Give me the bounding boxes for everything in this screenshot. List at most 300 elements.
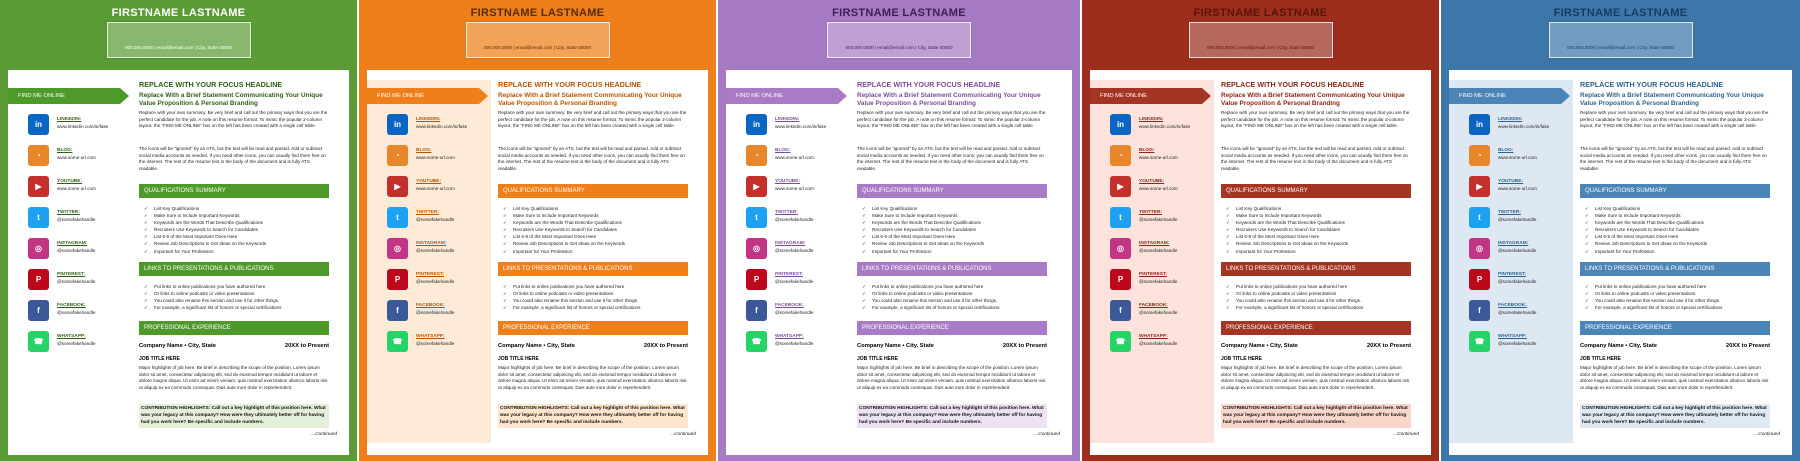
job-title: JOB TITLE HERE xyxy=(1580,356,1621,362)
qualifications-list xyxy=(144,205,329,255)
social-label: LINKEDIN: xyxy=(1498,117,1523,122)
summary-paragraph: Replace with your own summary. Be very brief and call out the primary ways that you are the perfect candidate for the job. A note on this resume format: To mimic the popular 2-column layout, the “FIND ME ONLINE” box on the left has been created with a single cell table. xyxy=(498,110,687,129)
list-item: ✓ Important for Your Profession xyxy=(1226,248,1411,255)
resume-sheet xyxy=(726,0,1072,455)
list-item: ✓ Important for Your Profession xyxy=(1585,248,1770,255)
qualifications-header: QUALIFICATIONS SUMMARY xyxy=(1580,184,1770,198)
find-me-online-sidebar xyxy=(726,80,850,443)
resume-body xyxy=(139,80,337,445)
list-item: ✓ Put links to online publications you have authored here xyxy=(503,283,688,290)
social-label: YOUTUBE: xyxy=(1139,179,1165,184)
social-item-youtube[interactable] xyxy=(1110,176,1206,202)
social-item-linkedin[interactable] xyxy=(1110,114,1206,140)
whatsapp-icon: ☎ xyxy=(1110,331,1131,352)
instagram-icon: ◎ xyxy=(28,238,49,259)
contribution-highlights: CONTRIBUTION HIGHLIGHTS: Call out a key highlight of this position here. What was your legacy at this company? How were they ultimately better off for having had you work here? Be specific and include numbers. xyxy=(857,404,1047,428)
contact-line: 000.000.0000 | email@email.com | City, State 00000 xyxy=(483,45,592,50)
social-label: YOUTUBE: xyxy=(1498,179,1524,184)
social-handle: www.linkedin.com/in/fake xyxy=(775,124,827,129)
candidate-name: FIRSTNAME LASTNAME xyxy=(1553,7,1688,19)
links-header: LINKS TO PRESENTATIONS & PUBLICATIONS xyxy=(1221,262,1411,276)
social-label: PINTEREST: xyxy=(1498,272,1526,277)
resume-header xyxy=(8,0,349,70)
list-item: ✓ List Key Qualifications xyxy=(503,205,688,212)
social-handle: @somefakehandle xyxy=(1139,217,1178,222)
experience-header: PROFESSIONAL EXPERIENCE xyxy=(498,321,688,335)
list-item: ✓ Put links to online publications you have authored here xyxy=(1585,283,1770,290)
social-item-youtube[interactable] xyxy=(387,176,483,202)
social-label: FACEBOOK: xyxy=(416,303,445,308)
contact-line: 000.000.0000 | email@email.com | City, State 00000 xyxy=(1566,45,1675,50)
rss-icon: ◔ xyxy=(1469,145,1490,166)
list-item: ✓ You could also rename this section and use it for other things. xyxy=(503,297,688,304)
candidate-name: FIRSTNAME LASTNAME xyxy=(1193,7,1328,19)
find-me-online-banner: FIND ME ONLINE xyxy=(1449,88,1561,104)
whatsapp-icon: ☎ xyxy=(746,331,767,352)
experience-header: PROFESSIONAL EXPERIENCE xyxy=(139,321,329,335)
social-label: BLOG: xyxy=(1139,148,1155,153)
resume-body xyxy=(1221,80,1419,445)
value-proposition: Replace With a Brief Statement Communicating Your Unique Value Proposition & Personal Branding xyxy=(139,92,323,107)
social-item-facebook[interactable] xyxy=(746,300,842,326)
pinterest-icon: P xyxy=(1469,269,1490,290)
list-item: ✓ Important for Your Profession xyxy=(144,248,329,255)
contribution-highlights: CONTRIBUTION HIGHLIGHTS: Call out a key highlight of this position here. What was your legacy at this company? How were they ultimately better off for having had you work here? Be specific and include numbers. xyxy=(1580,404,1770,428)
linkedin-icon: in xyxy=(1110,114,1131,135)
list-item: ✓ Review Job Descriptions to Get Ideas on the Keywords xyxy=(862,240,1047,247)
summary-paragraph: Replace with your own summary. Be very brief and call out the primary ways that you are the perfect candidate for the job. A note on this resume format: To mimic the popular 2-column layout, the “FIND ME ONLINE” box on the left has been created with a single cell table. xyxy=(139,110,328,129)
contact-line: 000.000.0000 | email@email.com | City, State 00000 xyxy=(1206,45,1315,50)
social-item-youtube[interactable] xyxy=(1469,176,1565,202)
contribution-highlights: CONTRIBUTION HIGHLIGHTS: Call out a key highlight of this position here. What was your legacy at this company? How were they ultimately better off for having had you work here? Be specific and include numbers. xyxy=(498,404,688,428)
job-dates: 20XX to Present xyxy=(1366,343,1411,349)
social-handle: @somefakehandle xyxy=(57,279,96,284)
list-item: ✓ You could also rename this section and use it for other things. xyxy=(1226,297,1411,304)
social-item-twitter[interactable] xyxy=(387,207,483,233)
social-handle: www.some-url.com xyxy=(1498,155,1537,160)
rss-icon: ◔ xyxy=(1110,145,1131,166)
social-handle: @somefakehandle xyxy=(416,248,455,253)
social-label: TWITTER: xyxy=(775,210,798,215)
list-item: ✓ List Key Qualifications xyxy=(144,205,329,212)
social-item-twitter[interactable] xyxy=(1110,207,1206,233)
list-item: ✓ List 6-9 of the Most Important Ones Here xyxy=(1585,233,1770,240)
name-box xyxy=(827,22,971,58)
list-item: ✓ List 6-9 of the Most Important Ones Here xyxy=(1226,233,1411,240)
social-handle: @somefakehandle xyxy=(57,248,96,253)
social-handle: @somefakehandle xyxy=(57,341,96,346)
social-label: INSTAGRAM: xyxy=(1498,241,1529,246)
social-handle: www.some-url.com xyxy=(1139,186,1178,191)
social-item-twitter[interactable] xyxy=(746,207,842,233)
social-label: FACEBOOK: xyxy=(57,303,86,308)
job-company-line xyxy=(498,343,688,349)
continued-note: ...Continued xyxy=(311,432,337,437)
job-description: Major highlights of job here. Be brief in describing the scope of the position. Lorem ipsum dolor sit amet, consectetur adipiscing elit, sed do eiusmod tempor incididunt ut labore et dolore magna aliqua. Ut enim ad minim veniam, quis nostrud exercitation ullamco laboris nisi ut aliquip ex ea commodo consequat. Duis aute irure dolor in reprehenderit. xyxy=(1221,365,1410,391)
summary-paragraph: Replace with your own summary. Be very brief and call out the primary ways that you are the perfect candidate for the job. A note on this resume format: To mimic the popular 2-column layout, the “FIND ME ONLINE” box on the left has been created with a single cell table. xyxy=(1221,110,1410,129)
social-item-whatsapp[interactable] xyxy=(387,331,483,357)
value-proposition: Replace With a Brief Statement Communicating Your Unique Value Proposition & Personal Branding xyxy=(1221,92,1405,107)
job-title: JOB TITLE HERE xyxy=(1221,356,1262,362)
company-name: Company Name • City, State xyxy=(498,343,575,349)
resume-template-orange[interactable] xyxy=(359,0,716,461)
social-label: TWITTER: xyxy=(416,210,439,215)
resume-header xyxy=(1090,0,1431,70)
qualifications-list xyxy=(503,205,688,255)
social-item-linkedin[interactable] xyxy=(387,114,483,140)
social-label: BLOG: xyxy=(775,148,791,153)
contact-line: 000.000.0000 | email@email.com | City, State 00000 xyxy=(124,45,233,50)
social-item-facebook[interactable] xyxy=(28,300,124,326)
social-item-facebook[interactable] xyxy=(1469,300,1565,326)
summary-paragraph: Replace with your own summary. Be very brief and call out the primary ways that you are the perfect candidate for the job. A note on this resume format: To mimic the popular 2-column layout, the “FIND ME ONLINE” box on the left has been created with a single cell table. xyxy=(1580,110,1769,129)
summary-paragraph: The icons will be “ignored” by an ATS, but the text will be read and parsed. Add or subtract social media accounts as needed. If you need other icons, you can usually find them free on the internet. The rest of the resume text in the body of the document and is fully ATS readable. xyxy=(1580,146,1767,172)
social-handle: @somefakehandle xyxy=(1498,217,1537,222)
list-item: ✓ Or links to online podcasts or video presentations xyxy=(862,290,1047,297)
list-item: ✓ For example, a significant list of honors or special certifications xyxy=(862,304,1047,311)
social-label: WHATSAPP: xyxy=(1139,334,1168,339)
list-item: ✓ Make Sure to Include Important Keywords xyxy=(1226,212,1411,219)
social-handle: www.some-url.com xyxy=(57,186,96,191)
links-header: LINKS TO PRESENTATIONS & PUBLICATIONS xyxy=(857,262,1047,276)
social-label: LINKEDIN: xyxy=(775,117,800,122)
job-company-line xyxy=(857,343,1047,349)
social-label: WHATSAPP: xyxy=(57,334,86,339)
social-label: FACEBOOK: xyxy=(1139,303,1168,308)
social-item-linkedin[interactable] xyxy=(746,114,842,140)
resume-header xyxy=(367,0,708,70)
resume-body xyxy=(498,80,696,445)
candidate-name: FIRSTNAME LASTNAME xyxy=(470,7,605,19)
company-name: Company Name • City, State xyxy=(857,343,934,349)
list-item: ✓ Make Sure to Include Important Keywords xyxy=(1585,212,1770,219)
focus-headline: REPLACE WITH YOUR FOCUS HEADLINE xyxy=(498,80,642,89)
social-item-instagram[interactable] xyxy=(746,238,842,264)
list-item: ✓ Important for Your Profession xyxy=(862,248,1047,255)
find-me-online-sidebar xyxy=(367,80,491,443)
social-label: INSTAGRAM: xyxy=(416,241,447,246)
social-handle: www.some-url.com xyxy=(775,186,814,191)
company-name: Company Name • City, State xyxy=(139,343,216,349)
social-handle: @somefakehandle xyxy=(57,217,96,222)
qualifications-list xyxy=(1226,205,1411,255)
social-item-linkedin[interactable] xyxy=(28,114,124,140)
social-handle: www.linkedin.com/in/fake xyxy=(1498,124,1550,129)
social-handle: @somefakehandle xyxy=(1139,310,1178,315)
social-label: PINTEREST: xyxy=(775,272,803,277)
social-item-twitter[interactable] xyxy=(28,207,124,233)
social-handle: www.linkedin.com/in/fake xyxy=(416,124,468,129)
facebook-icon: f xyxy=(746,300,767,321)
facebook-icon: f xyxy=(28,300,49,321)
social-label: BLOG: xyxy=(416,148,432,153)
instagram-icon: ◎ xyxy=(387,238,408,259)
list-item: ✓ Keywords are the Words That Describe Qualifications xyxy=(1585,219,1770,226)
social-handle: @somefakehandle xyxy=(416,310,455,315)
social-label: LINKEDIN: xyxy=(416,117,441,122)
focus-headline: REPLACE WITH YOUR FOCUS HEADLINE xyxy=(139,80,283,89)
youtube-icon: ▶ xyxy=(28,176,49,197)
list-item: ✓ Make Sure to Include Important Keywords xyxy=(503,212,688,219)
qualifications-header: QUALIFICATIONS SUMMARY xyxy=(498,184,688,198)
social-label: WHATSAPP: xyxy=(416,334,445,339)
links-list xyxy=(1226,283,1411,311)
social-item-pinterest[interactable] xyxy=(28,269,124,295)
social-item-instagram[interactable] xyxy=(1469,238,1565,264)
list-item: ✓ Keywords are the Words That Describe Qualifications xyxy=(144,219,329,226)
experience-header: PROFESSIONAL EXPERIENCE xyxy=(1221,321,1411,335)
job-description: Major highlights of job here. Be brief in describing the scope of the position. Lorem ipsum dolor sit amet, consectetur adipiscing elit, sed do eiusmod tempor incididunt ut labore et dolore magna aliqua. Ut enim ad minim veniam, quis nostrud exercitation ullamco laboris nisi ut aliquip ex ea commodo consequat. Duis aute irure dolor in reprehenderit. xyxy=(857,365,1046,391)
social-label: TWITTER: xyxy=(57,210,80,215)
links-header: LINKS TO PRESENTATIONS & PUBLICATIONS xyxy=(1580,262,1770,276)
social-item-whatsapp[interactable] xyxy=(746,331,842,357)
facebook-icon: f xyxy=(1469,300,1490,321)
qualifications-header: QUALIFICATIONS SUMMARY xyxy=(1221,184,1411,198)
contribution-highlights: CONTRIBUTION HIGHLIGHTS: Call out a key highlight of this position here. What was your legacy at this company? How were they ultimately better off for having had you work here? Be specific and include numbers. xyxy=(1221,404,1411,428)
social-item-twitter[interactable] xyxy=(1469,207,1565,233)
resume-sheet xyxy=(367,0,708,455)
resume-template-green[interactable] xyxy=(0,0,357,461)
value-proposition: Replace With a Brief Statement Communicating Your Unique Value Proposition & Personal Branding xyxy=(857,92,1041,107)
whatsapp-icon: ☎ xyxy=(28,331,49,352)
summary-paragraph: The icons will be “ignored” by an ATS, but the text will be read and parsed. Add or subtract social media accounts as needed. If you need other icons, you can usually find them free on the internet. The rest of the resume text in the body of the document and is fully ATS readable. xyxy=(1221,146,1408,172)
list-item: ✓ Review Job Descriptions to Get Ideas on the Keywords xyxy=(144,240,329,247)
company-name: Company Name • City, State xyxy=(1580,343,1657,349)
qualifications-header: QUALIFICATIONS SUMMARY xyxy=(139,184,329,198)
list-item: ✓ Keywords are the Words That Describe Qualifications xyxy=(503,219,688,226)
list-item: ✓ Make Sure to Include Important Keywords xyxy=(144,212,329,219)
summary-paragraph: Replace with your own summary. Be very brief and call out the primary ways that you are the perfect candidate for the job. A note on this resume format: To mimic the popular 2-column layout, the “FIND ME ONLINE” box on the left has been created with a single cell table. xyxy=(857,110,1046,129)
links-header: LINKS TO PRESENTATIONS & PUBLICATIONS xyxy=(498,262,688,276)
list-item: ✓ Review Job Descriptions to Get Ideas on the Keywords xyxy=(503,240,688,247)
qualifications-list xyxy=(862,205,1047,255)
social-handle: www.some-url.com xyxy=(416,186,455,191)
contact-line: 000.000.0000 | email@email.com | City, State 00000 xyxy=(845,45,953,50)
list-item: ✓ Make Sure to Include Important Keywords xyxy=(862,212,1047,219)
list-item: ✓ For example, a significant list of honors or special certifications xyxy=(1585,304,1770,311)
list-item: ✓ Keywords are the Words That Describe Qualifications xyxy=(862,219,1047,226)
social-item-pinterest[interactable] xyxy=(387,269,483,295)
twitter-icon: t xyxy=(387,207,408,228)
linkedin-icon: in xyxy=(28,114,49,135)
find-me-online-banner: FIND ME ONLINE xyxy=(1090,88,1202,104)
job-dates: 20XX to Present xyxy=(284,343,329,349)
job-description: Major highlights of job here. Be brief in describing the scope of the position. Lorem ipsum dolor sit amet, consectetur adipiscing elit, sed do eiusmod tempor incididunt ut labore et dolore magna aliqua. Ut enim ad minim veniam, quis nostrud exercitation ullamco laboris nisi ut aliquip ex ea commodo consequat. Duis aute irure dolor in reprehenderit. xyxy=(1580,365,1769,391)
list-item: ✓ Review Job Descriptions to Get Ideas on the Keywords xyxy=(1585,240,1770,247)
links-list xyxy=(144,283,329,311)
list-item: ✓ Recruiters Use Keywords to Search for Candidates xyxy=(144,226,329,233)
social-label: INSTAGRAM: xyxy=(57,241,88,246)
social-handle: @somefakehandle xyxy=(1498,310,1537,315)
social-handle: @somefakehandle xyxy=(57,310,96,315)
continued-note: ...Continued xyxy=(1754,432,1780,437)
social-item-pinterest[interactable] xyxy=(1469,269,1565,295)
social-handle: www.some-url.com xyxy=(416,155,455,160)
facebook-icon: f xyxy=(387,300,408,321)
list-item: ✓ Or links to online podcasts or video presentations xyxy=(1585,290,1770,297)
social-item-youtube[interactable] xyxy=(746,176,842,202)
social-item-instagram[interactable] xyxy=(387,238,483,264)
social-label: FACEBOOK: xyxy=(775,303,804,308)
company-name: Company Name • City, State xyxy=(1221,343,1298,349)
list-item: ✓ Put links to online publications you have authored here xyxy=(862,283,1047,290)
whatsapp-icon: ☎ xyxy=(387,331,408,352)
value-proposition: Replace With a Brief Statement Communicating Your Unique Value Proposition & Personal Branding xyxy=(498,92,682,107)
social-handle: www.linkedin.com/in/fake xyxy=(57,124,109,129)
social-handle: @somefakehandle xyxy=(416,217,455,222)
whatsapp-icon: ☎ xyxy=(1469,331,1490,352)
pinterest-icon: P xyxy=(1110,269,1131,290)
social-label: YOUTUBE: xyxy=(416,179,442,184)
social-item-youtube[interactable] xyxy=(28,176,124,202)
summary-paragraph: The icons will be “ignored” by an ATS, but the text will be read and parsed. Add or subtract social media accounts as needed. If you need other icons, you can usually find them free on the internet. The rest of the resume text in the body of the document and is fully ATS readable. xyxy=(498,146,685,172)
links-list xyxy=(503,283,688,311)
rss-icon: ◔ xyxy=(28,145,49,166)
summary-paragraph: The icons will be “ignored” by an ATS, but the text will be read and parsed. Add or subtract social media accounts as needed. If you need other icons, you can usually find them free on the internet. The rest of the resume text in the body of the document and is fully ATS readable. xyxy=(857,146,1044,172)
social-label: YOUTUBE: xyxy=(775,179,801,184)
list-item: ✓ List Key Qualifications xyxy=(1585,205,1770,212)
social-item-facebook[interactable] xyxy=(387,300,483,326)
social-item-instagram[interactable] xyxy=(1110,238,1206,264)
social-item-rss[interactable] xyxy=(1469,145,1565,171)
instagram-icon: ◎ xyxy=(1469,238,1490,259)
social-item-rss[interactable] xyxy=(28,145,124,171)
resume-header xyxy=(726,0,1072,70)
social-item-whatsapp[interactable] xyxy=(1110,331,1206,357)
list-item: ✓ Recruiters Use Keywords to Search for Candidates xyxy=(1585,226,1770,233)
social-label: LINKEDIN: xyxy=(57,117,82,122)
find-me-online-sidebar xyxy=(8,80,132,443)
social-handle: @somefakehandle xyxy=(775,341,814,346)
resume-sheet xyxy=(1449,0,1792,455)
social-handle: @somefakehandle xyxy=(416,279,455,284)
job-description: Major highlights of job here. Be brief in describing the scope of the position. Lorem ipsum dolor sit amet, consectetur adipiscing elit, sed do eiusmod tempor incididunt ut labore et dolore magna aliqua. Ut enim ad minim veniam, quis nostrud exercitation ullamco laboris nisi ut aliquip ex ea commodo consequat. Duis aute irure dolor in reprehenderit. xyxy=(139,365,328,391)
social-label: FACEBOOK: xyxy=(1498,303,1527,308)
linkedin-icon: in xyxy=(1469,114,1490,135)
social-handle: www.some-url.com xyxy=(1139,155,1178,160)
experience-header: PROFESSIONAL EXPERIENCE xyxy=(857,321,1047,335)
social-item-whatsapp[interactable] xyxy=(1469,331,1565,357)
name-box xyxy=(1189,22,1333,58)
list-item: ✓ Recruiters Use Keywords to Search for Candidates xyxy=(862,226,1047,233)
job-company-line xyxy=(139,343,329,349)
social-handle: www.some-url.com xyxy=(57,155,96,160)
job-title: JOB TITLE HERE xyxy=(498,356,539,362)
resume-header xyxy=(1449,0,1792,70)
social-item-instagram[interactable] xyxy=(28,238,124,264)
pinterest-icon: P xyxy=(28,269,49,290)
candidate-name: FIRSTNAME LASTNAME xyxy=(111,7,246,19)
qualifications-header: QUALIFICATIONS SUMMARY xyxy=(857,184,1047,198)
continued-note: ...Continued xyxy=(1393,432,1419,437)
list-item: ✓ Put links to online publications you have authored here xyxy=(144,283,329,290)
candidate-name: FIRSTNAME LASTNAME xyxy=(832,7,966,19)
focus-headline: REPLACE WITH YOUR FOCUS HEADLINE xyxy=(1580,80,1724,89)
job-company-line xyxy=(1580,343,1770,349)
name-box xyxy=(107,22,251,58)
linkedin-icon: in xyxy=(746,114,767,135)
youtube-icon: ▶ xyxy=(387,176,408,197)
social-label: TWITTER: xyxy=(1498,210,1521,215)
list-item: ✓ Or links to online podcasts or video presentations xyxy=(503,290,688,297)
resume-template-purple[interactable] xyxy=(718,0,1080,461)
social-label: BLOG: xyxy=(1498,148,1514,153)
find-me-online-sidebar xyxy=(1090,80,1214,443)
social-item-rss[interactable] xyxy=(1110,145,1206,171)
list-item: ✓ Or links to online podcasts or video presentations xyxy=(1226,290,1411,297)
job-title: JOB TITLE HERE xyxy=(857,356,898,362)
social-label: INSTAGRAM: xyxy=(775,241,806,246)
social-handle: @somefakehandle xyxy=(1139,341,1178,346)
social-label: BLOG: xyxy=(57,148,73,153)
focus-headline: REPLACE WITH YOUR FOCUS HEADLINE xyxy=(1221,80,1365,89)
social-label: PINTEREST: xyxy=(1139,272,1167,277)
social-label: WHATSAPP: xyxy=(775,334,804,339)
twitter-icon: t xyxy=(746,207,767,228)
qualifications-list xyxy=(1585,205,1770,255)
social-item-whatsapp[interactable] xyxy=(28,331,124,357)
list-item: ✓ Recruiters Use Keywords to Search for Candidates xyxy=(1226,226,1411,233)
social-handle: @somefakehandle xyxy=(416,341,455,346)
resume-sheet xyxy=(1090,0,1431,455)
list-item: ✓ List 6-9 of the Most Important Ones Here xyxy=(503,233,688,240)
links-list xyxy=(1585,283,1770,311)
social-label: LINKEDIN: xyxy=(1139,117,1164,122)
social-item-rss[interactable] xyxy=(387,145,483,171)
job-company-line xyxy=(1221,343,1411,349)
social-handle: @somefakehandle xyxy=(1498,279,1537,284)
value-proposition: Replace With a Brief Statement Communicating Your Unique Value Proposition & Personal Branding xyxy=(1580,92,1764,107)
links-header: LINKS TO PRESENTATIONS & PUBLICATIONS xyxy=(139,262,329,276)
list-item: ✓ Or links to online podcasts or video presentations xyxy=(144,290,329,297)
links-list xyxy=(862,283,1047,311)
social-item-linkedin[interactable] xyxy=(1469,114,1565,140)
social-handle: @somefakehandle xyxy=(775,279,814,284)
social-item-facebook[interactable] xyxy=(1110,300,1206,326)
social-item-pinterest[interactable] xyxy=(1110,269,1206,295)
pinterest-icon: P xyxy=(387,269,408,290)
list-item: ✓ List 6-9 of the Most Important Ones Here xyxy=(144,233,329,240)
resume-template-red[interactable] xyxy=(1082,0,1439,461)
social-item-pinterest[interactable] xyxy=(746,269,842,295)
youtube-icon: ▶ xyxy=(746,176,767,197)
youtube-icon: ▶ xyxy=(1469,176,1490,197)
social-item-rss[interactable] xyxy=(746,145,842,171)
pinterest-icon: P xyxy=(746,269,767,290)
list-item: ✓ List Key Qualifications xyxy=(1226,205,1411,212)
social-handle: www.linkedin.com/in/fake xyxy=(1139,124,1191,129)
social-handle: @somefakehandle xyxy=(1498,248,1537,253)
list-item: ✓ Important for Your Profession xyxy=(503,248,688,255)
list-item: ✓ Put links to online publications you have authored here xyxy=(1226,283,1411,290)
social-label: INSTAGRAM: xyxy=(1139,241,1170,246)
continued-note: ...Continued xyxy=(1034,432,1060,437)
list-item: ✓ For example, a significant list of honors or special certifications xyxy=(144,304,329,311)
social-label: TWITTER: xyxy=(1139,210,1162,215)
list-item: ✓ You could also rename this section and use it for other things. xyxy=(144,297,329,304)
find-me-online-banner: FIND ME ONLINE xyxy=(8,88,120,104)
find-me-online-banner: FIND ME ONLINE xyxy=(367,88,479,104)
list-item: ✓ Keywords are the Words That Describe Qualifications xyxy=(1226,219,1411,226)
find-me-online-banner: FIND ME ONLINE xyxy=(726,88,838,104)
social-handle: www.some-url.com xyxy=(775,155,814,160)
social-handle: www.some-url.com xyxy=(1498,186,1537,191)
job-dates: 20XX to Present xyxy=(1002,343,1047,349)
social-label: WHATSAPP: xyxy=(1498,334,1527,339)
find-me-online-sidebar xyxy=(1449,80,1573,443)
resume-template-blue[interactable] xyxy=(1441,0,1800,461)
list-item: ✓ For example, a significant list of honors or special certifications xyxy=(503,304,688,311)
